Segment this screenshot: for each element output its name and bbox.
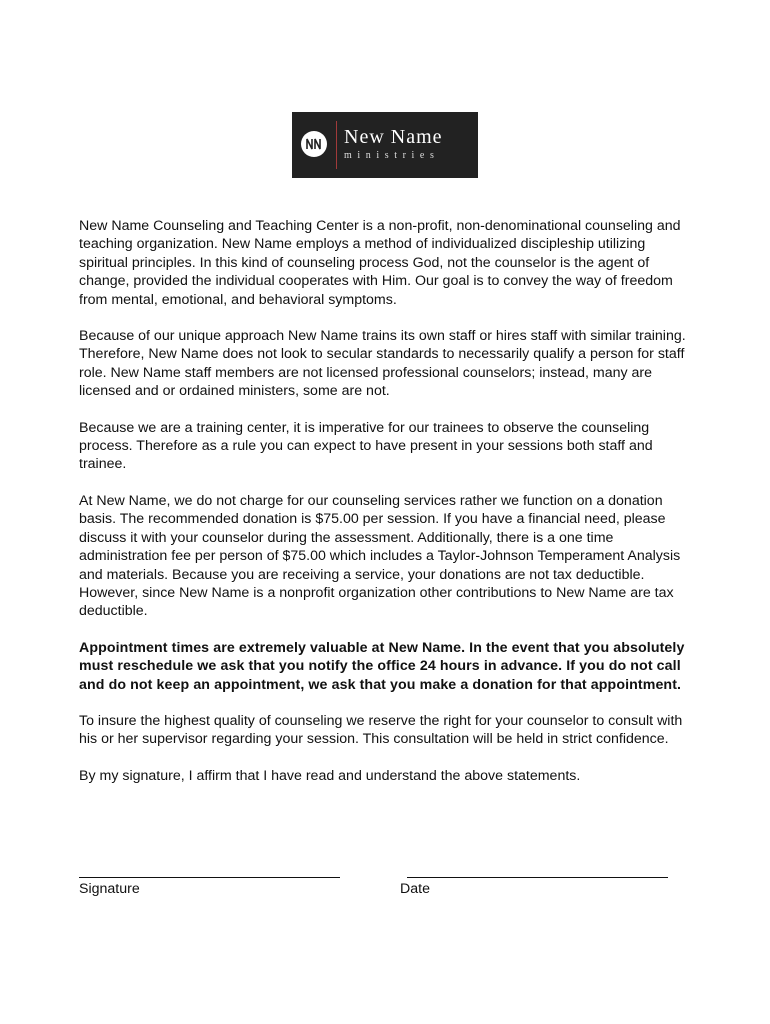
signature-line[interactable] (79, 877, 340, 878)
new-name-logo (292, 112, 478, 178)
paragraph-appointments: Appointment times are extremely valuable at New Name. In the event that you absolutely must reschedule we ask that you notify the office 24 hours in advance. If you do not call and do not keep an appointment, we ask that you make a donation for that appointment. (79, 639, 685, 693)
logo-subtitle: ministries (344, 150, 440, 161)
paragraph-affirmation: By my signature, I affirm that I have read and understand the above statements. (79, 767, 581, 784)
document-body (79, 217, 691, 803)
paragraph-donation: At New Name, we do not charge for our counseling services rather we function on a donation basis. The recommended donation is $75.00 per session. If you have a financial need, please discuss it with your counselor during the assessment. Additionally, there is a one time administration fee per person of $75.00 which includes a Taylor-Johnson Temperament Analysis and materials. Because you are receiving a service, your donations are not tax deductible. However, since New Name is a nonprofit organization other contributions to New Name are tax deductible. (79, 492, 681, 620)
paragraph-about: New Name Counseling and Teaching Center is a non-profit, non-denominational counseling and teaching organization. New Name employs a method of individualized discipleship utilizing spiritual principles. In this kind of counseling process God, not the counselor is the agent of change, provided the individual cooperates with Him. Our goal is to convey the way of freedom from mental, emotional, and behavioral symptoms. (79, 218, 681, 308)
date-line[interactable] (407, 877, 668, 878)
nn-monogram-icon (300, 130, 328, 158)
signature-label: Signature (79, 881, 140, 897)
paragraph-staff: Because of our unique approach New Name trains its own staff or hires staff with similar training. Therefore, New Name does not look to secular standards to necessarily qualify a person for staff role. New Name staff members are not licensed professional counselors; instead, many are licensed and or ordained ministers, some are not. (79, 328, 686, 400)
paragraph-training: Because we are a training center, it is imperative for our trainees to observe the counseling process. Therefore as a rule you can expect to have present in your sessions both staff and trainee. (79, 419, 653, 473)
logo-divider (336, 121, 337, 169)
paragraph-supervision: To insure the highest quality of counseling we reserve the right for your counselor to consult with his or her supervisor regarding your session. This consultation will be held in strict confidence. (79, 712, 683, 748)
logo-name: New Name (344, 126, 443, 148)
date-label: Date (400, 881, 430, 897)
